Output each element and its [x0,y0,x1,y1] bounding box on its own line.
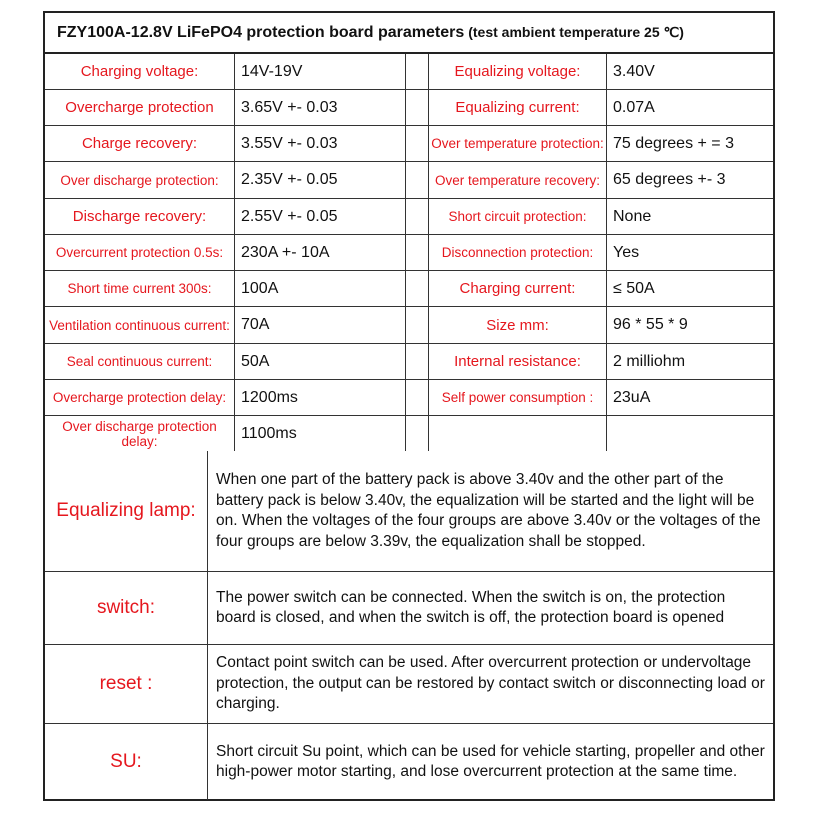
param-label [429,416,606,451]
param-label: Discharge recovery: [72,208,207,225]
description-text: Short circuit Su point, which can be used for vehicle starting, propeller and other high-power motor starting, and lose overcurrent protection at the same time. [216,742,765,780]
param-label: Over temperature recovery: [434,172,601,188]
param-row [45,162,773,199]
param-label: Overcharge protection [65,99,214,116]
param-value: Yes [613,243,640,261]
sheet-title [45,13,773,54]
description-label: Equalizing lamp: [45,451,208,571]
description-row [45,451,773,572]
param-row [45,54,773,90]
description-row [45,572,773,645]
param-row [45,126,773,162]
description-row [45,724,773,800]
param-row [45,380,773,416]
param-value [607,416,773,451]
param-label: Charge recovery: [81,135,198,152]
param-row [45,199,773,235]
param-label: Disconnection protection: [441,245,594,260]
column-divider [234,54,235,451]
param-value: 100A [241,279,279,297]
param-value: 2.55V +- 0.05 [241,207,338,225]
param-value: 23uA [613,388,651,406]
param-label: Equalizing current: [455,99,580,116]
param-value: 50A [241,352,270,370]
param-row [45,416,773,451]
param-value: 3.40V [613,62,655,80]
param-label: Over discharge protection delay: [62,418,217,449]
param-value: 1100ms [241,424,297,442]
param-value: 96 * 55 * 9 [613,316,688,333]
param-label: Short circuit protection: [448,209,587,224]
param-value: 14V-19V [241,62,303,80]
title-main: FZY100A-12.8V LiFePO4 protection board parameters [57,23,465,41]
parameter-sheet [43,11,775,801]
description-label: SU: [45,724,208,800]
description-text: The power switch can be connected. When the switch is on, the protection board is closed, and when the switch is off, the protection board is opened [216,588,726,626]
param-value: 2.35V +- 0.05 [241,171,338,188]
param-row [45,307,773,344]
param-label: Internal resistance: [454,353,581,370]
param-value: 3.55V +- 0.03 [241,134,338,152]
param-value: 3.65V +- 0.03 [241,98,338,116]
param-value: 0.07A [613,98,655,116]
param-label: Short time current 300s: [67,281,212,296]
param-row [45,90,773,126]
param-row [45,271,773,307]
param-label: Equalizing voltage: [454,63,581,80]
param-label: Over temperature protection: [431,136,604,151]
description-label: reset : [45,645,208,723]
param-label: Ventilation continuous current: [49,317,230,333]
param-value: 230A +- 10A [241,243,330,261]
param-label: Self power consumption : [441,390,594,405]
param-value: None [613,207,652,225]
param-value: 65 degrees +- 3 [613,171,726,188]
description-text: When one part of the battery pack is above 3.40v and the other part of the battery pack is below 3.40v, the equalization will be started and the light will be on. When the voltages of the four groups are above 3.40v or the voltages of the four groups are below 3.39v, the equalization shall be stopped. [216,471,761,550]
param-label: Over discharge protection: [60,172,219,188]
param-label: Overcharge protection delay: [52,390,227,405]
param-value: ≤ 50A [613,279,655,297]
param-value: 2 milliohm [613,352,686,370]
param-value: 75 degrees + = 3 [613,134,734,152]
description-text: Contact point switch can be used. After overcurrent protection or undervoltage protection, the output can be restored by contact switch or disconnecting load or charging. [216,654,765,713]
title-subtitle: (test ambient temperature 25 ℃) [468,24,684,40]
param-label: Charging voltage: [80,63,199,80]
param-label: Seal continuous current: [66,354,213,369]
description-label: switch: [45,572,208,644]
param-row [45,235,773,271]
parameter-table [45,54,773,451]
param-label: Size mm: [486,316,549,334]
description-row [45,645,773,724]
column-divider [606,54,607,451]
param-value: 70A [241,316,270,333]
param-label: Overcurrent protection 0.5s: [55,245,224,260]
param-label: Charging current: [459,280,576,297]
param-value: 1200ms [241,388,298,406]
param-row [45,344,773,380]
